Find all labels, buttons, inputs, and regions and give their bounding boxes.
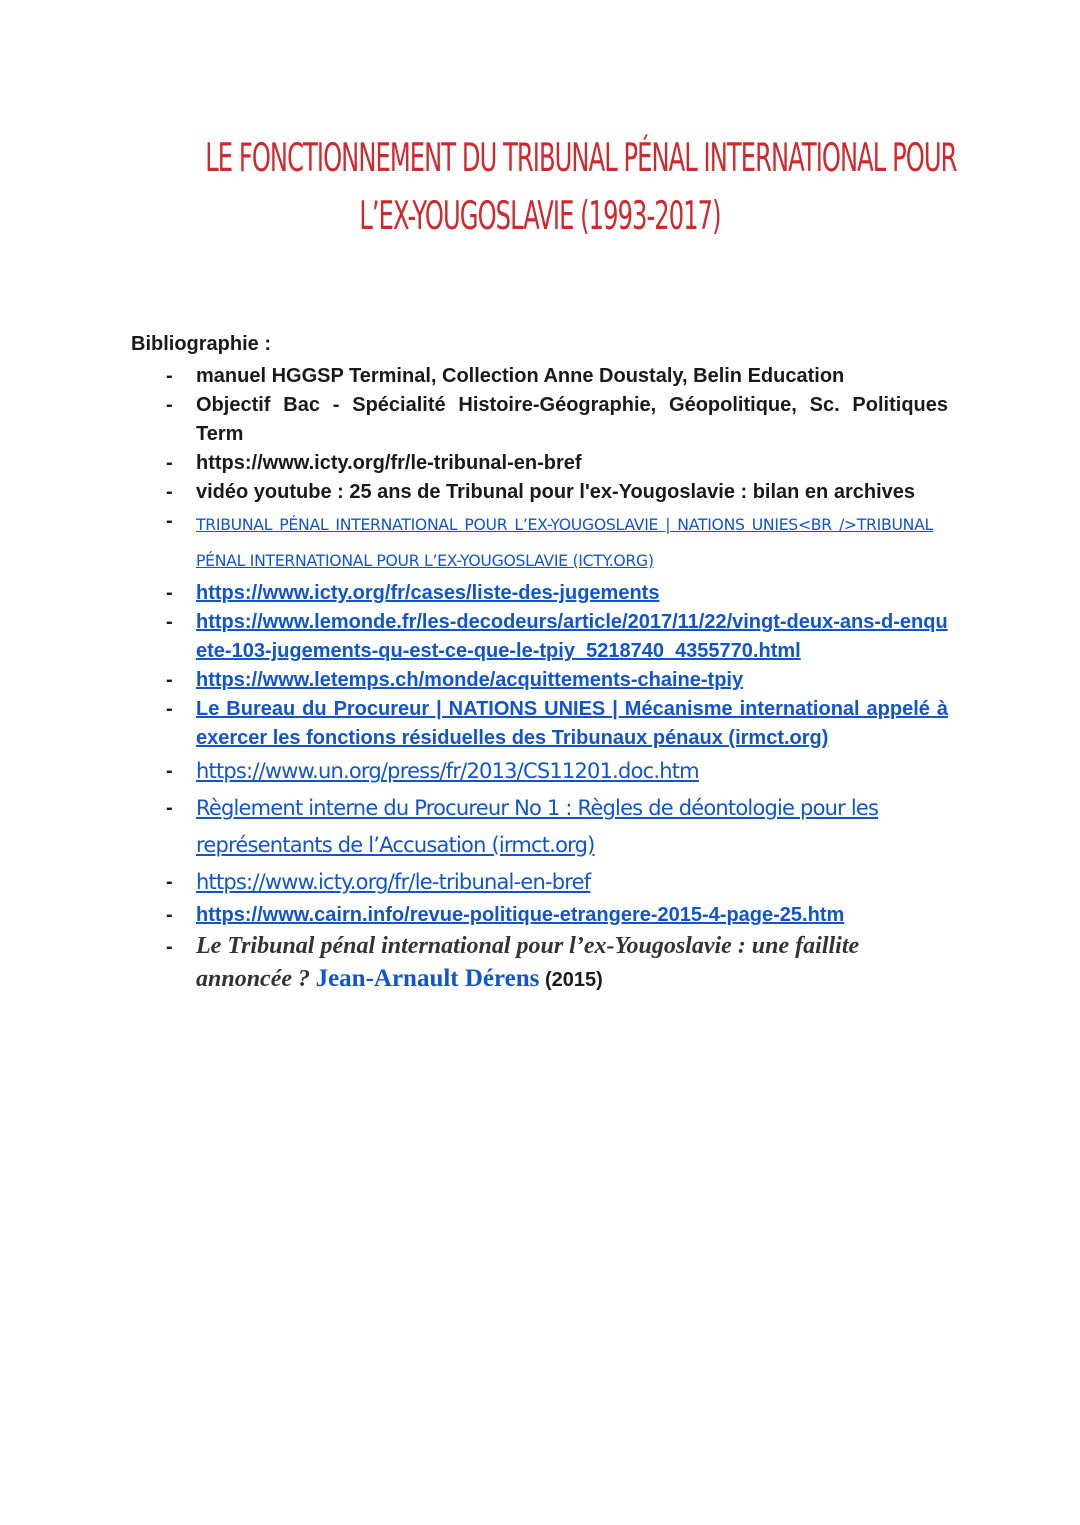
list-item <box>160 753 948 790</box>
list-dash: - <box>166 669 173 691</box>
list-dash: - <box>166 760 173 782</box>
list-dash: - <box>166 936 173 958</box>
list-item <box>160 391 948 449</box>
article-author-link[interactable]: Jean-Arnault Dérens <box>315 965 540 992</box>
source-text: Objectif Bac - Spécialité Histoire-Géographie, Géopolitique, Sc. Politiques Term <box>196 394 948 445</box>
article-year: (2015) <box>544 969 603 991</box>
document-title-line-2: L’EX-YOUGOSLAVIE (1993-2017) <box>359 194 721 239</box>
link-icty-nations-unies[interactable]: TRIBUNAL PÉNAL INTERNATIONAL POUR L’EX-YOUGOSLAVIE | NATIONS UNIES<BR />TRIBUNAL PÉNAL INTERNATIONAL POUR L’EX-YOUGOSLAVIE (ICTY.ORG) <box>196 515 933 570</box>
article-title: Le Tribunal pénal international pour l’ex-Yougoslavie : une faillite annoncée ? <box>196 933 860 992</box>
list-item <box>160 930 948 996</box>
link-letemps[interactable]: https://www.letemps.ch/monde/acquittements-chaine-tpiy <box>196 669 744 691</box>
source-text: manuel HGGSP Terminal, Collection Anne Doustaly, Belin Education <box>196 365 845 387</box>
link-bureau-procureur[interactable]: Le Bureau du Procureur | NATIONS UNIES | Mécanisme international appelé à exercer les fonctions résiduelles des Tribunaux pénaux (irmct.org) <box>196 698 948 749</box>
bibliography-heading: Bibliographie : <box>131 333 271 355</box>
link-lemonde[interactable]: https://www.lemonde.fr/les-decodeurs/article/2017/11/22/vingt-deux-ans-d-enquete-103-jugements-qu-est-ce-que-le-tpiy_5218740_4355770.html <box>196 611 948 662</box>
link-icty-tribunal-bref[interactable]: https://www.icty.org/fr/le-tribunal-en-bref <box>196 870 591 894</box>
list-item <box>160 666 948 695</box>
list-item <box>160 864 948 901</box>
list-dash: - <box>166 582 173 604</box>
list-item <box>160 695 948 753</box>
link-icty-judgements[interactable]: https://www.icty.org/fr/cases/liste-des-jugements <box>196 582 660 604</box>
document-title-line-1: LE FONCTIONNEMENT DU TRIBUNAL PÉNAL INTERNATIONAL POUR <box>205 136 957 181</box>
link-reglement-procureur[interactable]: Règlement interne du Procureur No 1 : Règles de déontologie pour les représentants de l’Accusation (irmct.org) <box>196 796 879 857</box>
link-cairn[interactable]: https://www.cairn.info/revue-politique-etrangere-2015-4-page-25.htm <box>196 904 845 926</box>
list-item <box>160 507 948 579</box>
source-text: https://www.icty.org/fr/le-tribunal-en-bref <box>196 452 582 474</box>
list-item <box>160 579 948 608</box>
list-dash: - <box>166 904 173 926</box>
list-item <box>160 362 948 391</box>
list-dash: - <box>166 365 173 387</box>
list-item <box>160 901 948 930</box>
link-un-press[interactable]: https://www.un.org/press/fr/2013/CS11201.doc.htm <box>196 759 699 783</box>
list-dash: - <box>166 611 173 633</box>
list-dash: - <box>166 797 173 819</box>
list-dash: - <box>166 394 173 416</box>
list-item <box>160 790 948 864</box>
list-dash: - <box>166 481 173 503</box>
list-item <box>160 449 948 478</box>
source-text: vidéo youtube : 25 ans de Tribunal pour l'ex-Yougoslavie : bilan en archives <box>196 481 916 503</box>
list-dash: - <box>166 510 173 532</box>
list-dash: - <box>166 698 173 720</box>
list-dash: - <box>166 871 173 893</box>
list-dash: - <box>166 452 173 474</box>
list-item <box>160 478 948 507</box>
list-item <box>160 608 948 666</box>
bibliography-list <box>160 362 948 996</box>
